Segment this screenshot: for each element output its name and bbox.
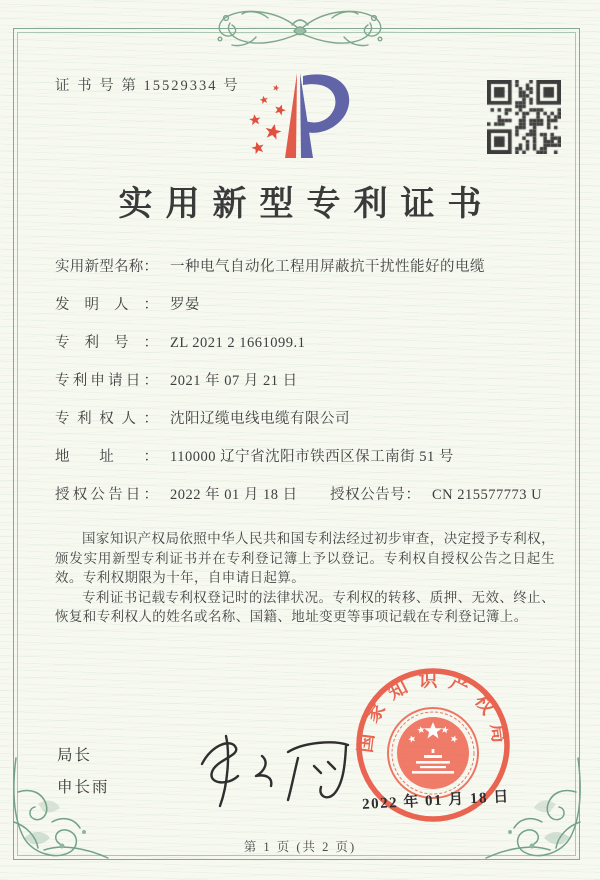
- national-emblem: [388, 708, 478, 798]
- page-number: 第 1 页 (共 2 页): [243, 840, 357, 854]
- field-list: [55, 257, 560, 523]
- field-value: ZL 2021 2 1661099.1: [170, 335, 306, 351]
- field-label: 地址：: [55, 449, 158, 465]
- field-value: 110000 辽宁省沈阳市铁西区保工南街 51 号: [170, 449, 454, 465]
- certificate-title: 实用新型专利证书: [118, 186, 495, 223]
- cnipa-logo: [228, 68, 372, 168]
- seal-date: 2022 年 01 月 18 日: [361, 789, 511, 813]
- field-value: 2021 年 07 月 21 日: [170, 373, 298, 389]
- field-label: 授权公告号：: [330, 487, 420, 503]
- director-title: 局长: [57, 747, 93, 764]
- director-signature: [176, 722, 360, 810]
- field-row-grant: [55, 485, 560, 506]
- field-row-patent-no: [55, 333, 560, 354]
- legal-paragraph-1: 国家知识产权局依照中华人民共和国专利法经过初步审查，决定授予专利权，颁发实用新型专利证书并在专利登记簿上予以登记。专利权自授权公告之日起生效。专利权期限为十年，自申请日起算。: [55, 531, 555, 585]
- qr-code: [487, 80, 561, 154]
- field-label: 专利申请日：: [55, 373, 158, 389]
- field-value: 罗晏: [170, 297, 200, 313]
- field-row-filing-date: [55, 371, 560, 392]
- field-label: 实用新型名称：: [55, 259, 158, 275]
- field-value: 一种电气自动化工程用屏蔽抗干扰性能好的电缆: [170, 259, 485, 275]
- field-value: 沈阳辽缆电线电缆有限公司: [170, 411, 350, 427]
- top-ornament-flourish: [160, 3, 440, 53]
- field-row-inventor: [55, 295, 560, 316]
- field-label: 专利号：: [55, 335, 158, 351]
- field-label: 发明人：: [55, 297, 158, 313]
- field-value: CN 215577773 U: [432, 487, 543, 503]
- field-label: 专利权人：: [55, 411, 158, 427]
- field-row-name: [55, 257, 560, 278]
- certificate-number: 证 书 号 第 15529334 号: [55, 78, 240, 94]
- director-name: 申长雨: [57, 779, 110, 796]
- field-label: 授权公告日：: [55, 487, 158, 503]
- field-row-patentee: [55, 409, 560, 430]
- legal-paragraph-2: 专利证书记载专利权登记时的法律状况。专利权的转移、质押、无效、终止、恢复和专利权人的姓名或名称、国籍、地址变更等事项记载在专利登记簿上。: [55, 589, 555, 624]
- grant-number-pair: [330, 485, 578, 506]
- legal-text: [55, 529, 555, 627]
- field-value: 2022 年 01 月 18 日: [170, 487, 298, 503]
- seal-text: 国家知识产权局: [355, 670, 511, 755]
- field-row-address: [55, 447, 560, 468]
